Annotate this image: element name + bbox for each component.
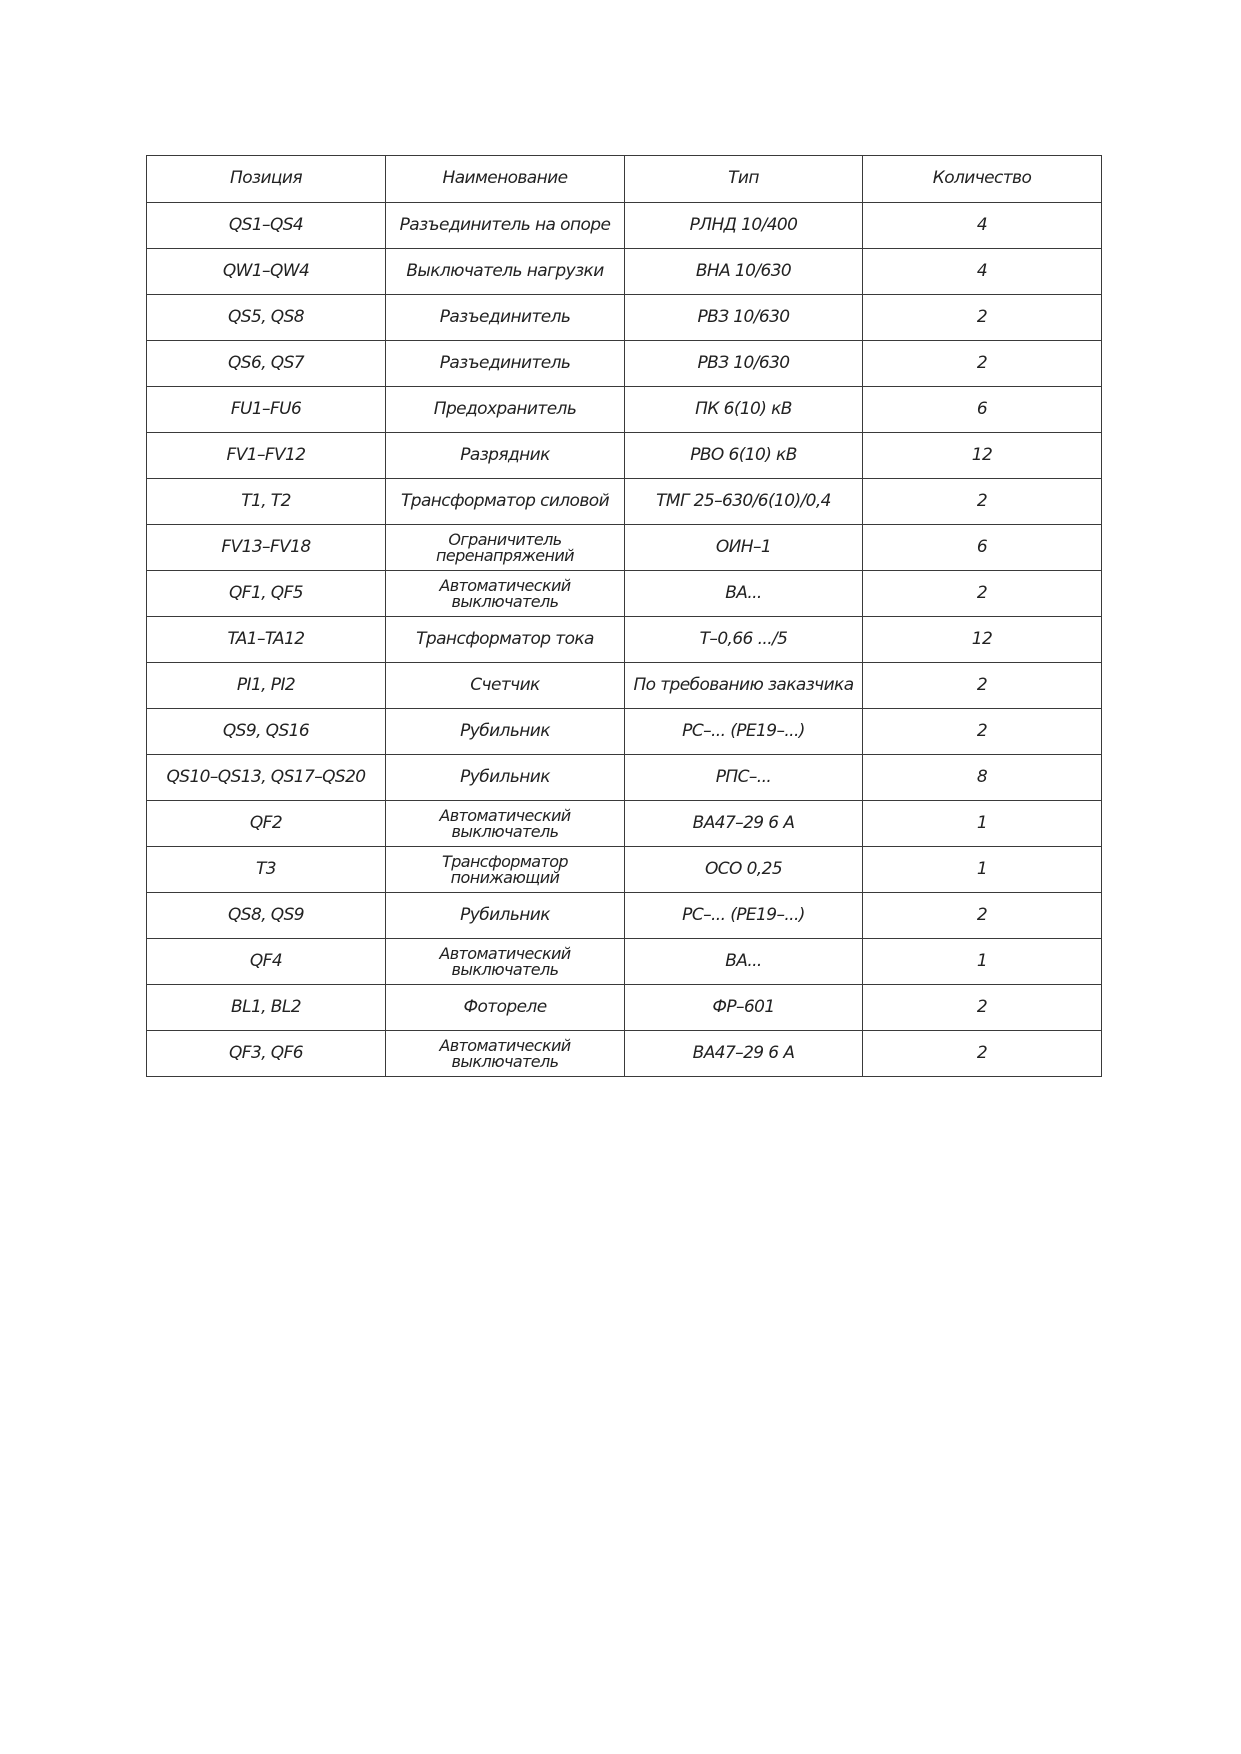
cell-quantity: 1 <box>863 939 1102 985</box>
cell-position: FU1–FU6 <box>147 387 386 433</box>
cell-type: ВА47–29 6 А <box>625 1031 863 1077</box>
cell-name: Автоматический выключатель <box>386 1031 625 1077</box>
table-row <box>147 387 1102 433</box>
cell-quantity: 2 <box>863 1031 1102 1077</box>
cell-position: QS5, QS8 <box>147 295 386 341</box>
header-type: Тип <box>625 156 863 203</box>
cell-type: ВА... <box>625 571 863 617</box>
cell-type: ФР–601 <box>625 985 863 1031</box>
table-row <box>147 617 1102 663</box>
table-row <box>147 479 1102 525</box>
cell-name: Выключатель нагрузки <box>386 249 625 295</box>
cell-quantity: 1 <box>863 847 1102 893</box>
cell-type: ОИН–1 <box>625 525 863 571</box>
cell-type: ПК 6(10) кВ <box>625 387 863 433</box>
cell-name: Разъединитель <box>386 341 625 387</box>
cell-type: РЛНД 10/400 <box>625 203 863 249</box>
cell-quantity: 2 <box>863 341 1102 387</box>
cell-quantity: 6 <box>863 387 1102 433</box>
cell-name: Рубильник <box>386 755 625 801</box>
cell-type: Т–0,66 .../5 <box>625 617 863 663</box>
cell-type: РС–... (РЕ19–...) <box>625 709 863 755</box>
cell-position: QS6, QS7 <box>147 341 386 387</box>
cell-position: QF2 <box>147 801 386 847</box>
cell-quantity: 4 <box>863 203 1102 249</box>
cell-type: ТМГ 25–630/6(10)/0,4 <box>625 479 863 525</box>
table-row <box>147 433 1102 479</box>
cell-name: Ограничитель перенапряжений <box>386 525 625 571</box>
cell-position: QS1–QS4 <box>147 203 386 249</box>
table-header-row <box>147 156 1102 203</box>
cell-name: Автоматический выключатель <box>386 801 625 847</box>
table-row <box>147 525 1102 571</box>
table-row <box>147 709 1102 755</box>
cell-position: QS9, QS16 <box>147 709 386 755</box>
cell-type: ОСО 0,25 <box>625 847 863 893</box>
table-row <box>147 755 1102 801</box>
cell-name: Трансформатор силовой <box>386 479 625 525</box>
cell-name: Разъединитель <box>386 295 625 341</box>
cell-position: FV1–FV12 <box>147 433 386 479</box>
table-row <box>147 341 1102 387</box>
cell-quantity: 12 <box>863 617 1102 663</box>
cell-quantity: 2 <box>863 571 1102 617</box>
equipment-spec-table <box>146 155 1102 1077</box>
cell-name: Предохранитель <box>386 387 625 433</box>
header-position: Позиция <box>147 156 386 203</box>
cell-name: Разъединитель на опоре <box>386 203 625 249</box>
cell-quantity: 2 <box>863 663 1102 709</box>
table-row <box>147 893 1102 939</box>
cell-position: T1, T2 <box>147 479 386 525</box>
cell-name: Счетчик <box>386 663 625 709</box>
table-row <box>147 1031 1102 1077</box>
cell-type: ВА47–29 6 А <box>625 801 863 847</box>
cell-position: T3 <box>147 847 386 893</box>
table-row <box>147 663 1102 709</box>
cell-quantity: 4 <box>863 249 1102 295</box>
header-quantity: Количество <box>863 156 1102 203</box>
cell-position: QF4 <box>147 939 386 985</box>
cell-position: PI1, PI2 <box>147 663 386 709</box>
cell-name: Рубильник <box>386 893 625 939</box>
table-row <box>147 985 1102 1031</box>
cell-type: РПС–... <box>625 755 863 801</box>
cell-position: QF3, QF6 <box>147 1031 386 1077</box>
cell-quantity: 2 <box>863 709 1102 755</box>
cell-position: QW1–QW4 <box>147 249 386 295</box>
table-row <box>147 203 1102 249</box>
cell-name: Трансформатор понижающий <box>386 847 625 893</box>
cell-position: QS8, QS9 <box>147 893 386 939</box>
cell-type: По требованию заказчика <box>625 663 863 709</box>
cell-type: ВА... <box>625 939 863 985</box>
table-row <box>147 801 1102 847</box>
cell-position: BL1, BL2 <box>147 985 386 1031</box>
cell-type: РВЗ 10/630 <box>625 295 863 341</box>
cell-position: FV13–FV18 <box>147 525 386 571</box>
cell-type: РС–... (РЕ19–...) <box>625 893 863 939</box>
cell-quantity: 2 <box>863 893 1102 939</box>
table-row <box>147 295 1102 341</box>
cell-quantity: 2 <box>863 295 1102 341</box>
table-row <box>147 571 1102 617</box>
cell-position: QS10–QS13, QS17–QS20 <box>147 755 386 801</box>
cell-name: Трансформатор тока <box>386 617 625 663</box>
cell-quantity: 12 <box>863 433 1102 479</box>
cell-type: РВЗ 10/630 <box>625 341 863 387</box>
cell-position: TA1–TA12 <box>147 617 386 663</box>
table-row <box>147 847 1102 893</box>
cell-position: QF1, QF5 <box>147 571 386 617</box>
cell-quantity: 1 <box>863 801 1102 847</box>
cell-name: Автоматический выключатель <box>386 939 625 985</box>
cell-name: Рубильник <box>386 709 625 755</box>
cell-quantity: 6 <box>863 525 1102 571</box>
cell-type: ВНА 10/630 <box>625 249 863 295</box>
cell-quantity: 2 <box>863 479 1102 525</box>
table-row <box>147 249 1102 295</box>
cell-quantity: 2 <box>863 985 1102 1031</box>
cell-type: РВО 6(10) кВ <box>625 433 863 479</box>
cell-name: Фотореле <box>386 985 625 1031</box>
table-row <box>147 939 1102 985</box>
header-name: Наименование <box>386 156 625 203</box>
cell-name: Разрядник <box>386 433 625 479</box>
cell-quantity: 8 <box>863 755 1102 801</box>
cell-name: Автоматический выключатель <box>386 571 625 617</box>
